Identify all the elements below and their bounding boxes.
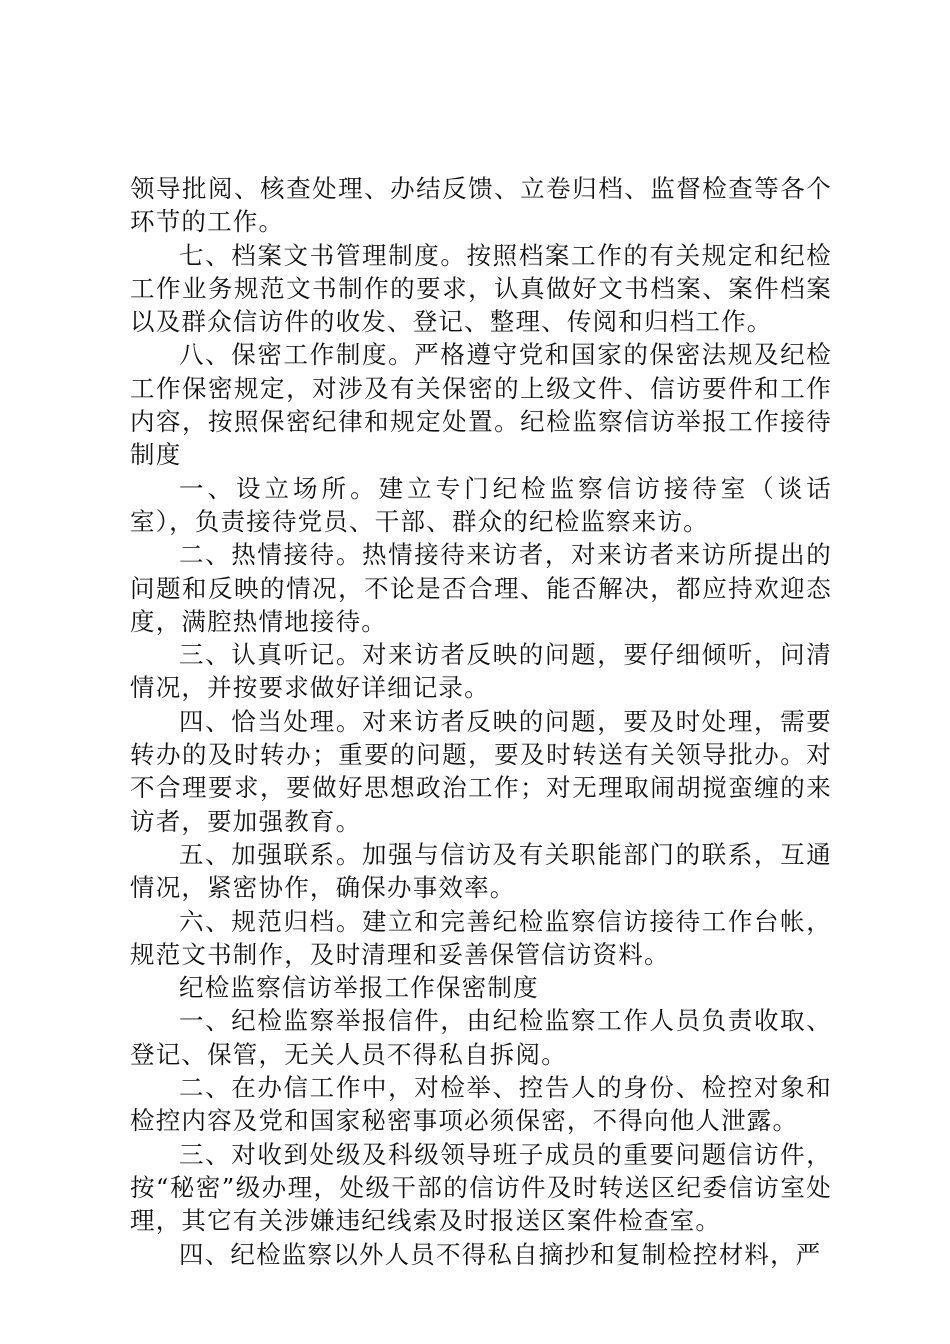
section-heading: 纪检监察信访举报工作保密制度 bbox=[179, 973, 539, 1003]
paragraph-13: 三、对收到处级及科级领导班子成员的重要问题信访件，按“秘密”级办理，处级干部的信访件及时转送区纪委信访室处理，其它有关涉嫌违纪线索及时报送区案件检查室。 bbox=[130, 1139, 832, 1236]
paragraph-14: 四、纪检监察以外人员不得私自摘抄和复制检控材料，严 bbox=[179, 1239, 822, 1269]
paragraph-1: 领导批阅、核查处理、办结反馈、立卷归档、监督检查等各个环节的工作。 bbox=[130, 174, 832, 237]
paragraph-2: 七、档案文书管理制度。按照档案工作的有关规定和纪检工作业务规范文书制作的要求，认真做好文书档案、案件档案以及群众信访件的收发、登记、整理、传阅和归档工作。 bbox=[130, 240, 832, 337]
document-body bbox=[130, 172, 832, 1271]
paragraph-12: 二、在办信工作中，对检举、控告人的身份、检控对象和检控内容及党和国家秘密事项必须保密，不得向他人泄露。 bbox=[130, 1073, 832, 1136]
paragraph-3: 八、保密工作制度。严格遵守党和国家的保密法规及纪检工作保密规定，对涉及有关保密的上级文件、信访要件和工作内容，按照保密纪律和规定处置。纪检监察信访举报工作接待制度 bbox=[130, 340, 832, 470]
paragraph-4: 一、设立场所。建立专门纪检监察信访接待室（谈话室），负责接待党员、干部、群众的纪检监察来访。 bbox=[130, 473, 832, 536]
paragraph-7: 四、恰当处理。对来访者反映的问题，要及时处理，需要转办的及时转办；重要的问题，要及时转送有关领导批办。对不合理要求，要做好思想政治工作；对无理取闹胡搅蛮缠的来访者，要加强教育。 bbox=[130, 706, 832, 836]
paragraph-11: 一、纪检监察举报信件，由纪检监察工作人员负责收取、登记、保管，无关人员不得私自拆阅。 bbox=[130, 1006, 832, 1069]
paragraph-6: 三、认真听记。对来访者反映的问题，要仔细倾听，问清情况，并按要求做好详细记录。 bbox=[130, 640, 832, 703]
paragraph-5: 二、热情接待。热情接待来访者，对来访者来访所提出的问题和反映的情况，不论是否合理、能否解决，都应持欢迎态度，满腔热情地接待。 bbox=[130, 540, 832, 636]
paragraph-8: 五、加强联系。加强与信访及有关职能部门的联系，互通情况，紧密协作，确保办事效率。 bbox=[130, 839, 832, 903]
paragraph-9: 六、规范归档。建立和完善纪检监察信访接待工作台帐，规范文书制作，及时清理和妥善保管信访资料。 bbox=[130, 906, 832, 969]
